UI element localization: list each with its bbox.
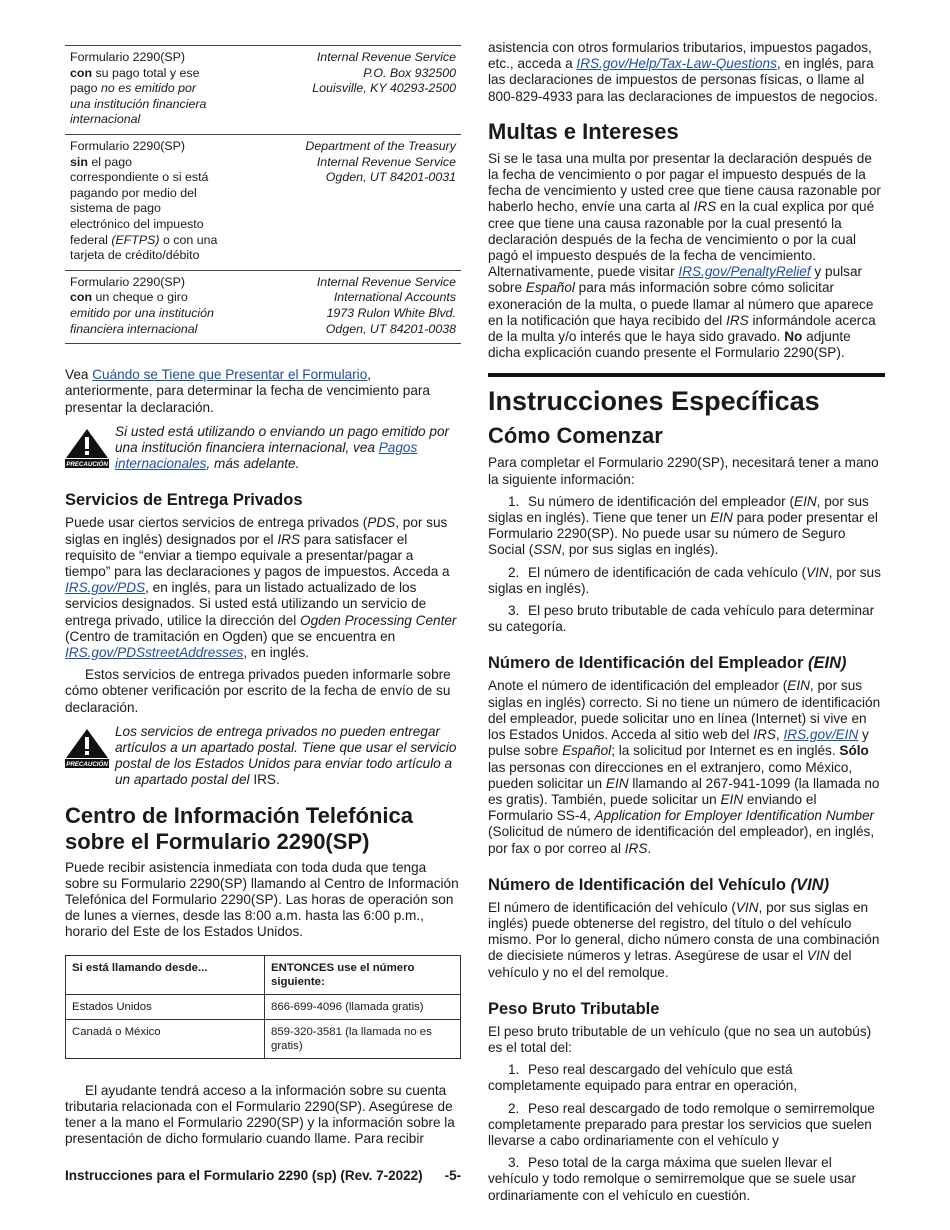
column-header: Si está llamando desde... xyxy=(66,955,265,994)
web-link[interactable]: IRS.gov/PDSstreetAddresses xyxy=(65,644,244,660)
bold-text: Sólo xyxy=(839,743,869,759)
italic-text: IRS xyxy=(624,840,648,856)
paragraph: Para completar el Formulario 2290(SP), necesitará tener a mano la siguiente información: xyxy=(488,455,879,487)
list-number: 1. xyxy=(508,493,520,509)
web-link[interactable]: Pagos internacionales xyxy=(115,439,418,472)
web-link[interactable]: IRS.gov/PDS xyxy=(65,580,146,596)
bold-text: con xyxy=(70,65,93,80)
web-link[interactable]: IRS.gov/EIN xyxy=(783,727,859,743)
italic-text: Español xyxy=(525,280,575,296)
caution-note: PRECAUCIÓN Si usted está utilizando o enviando un pago emitido por una institución financiera internacional, vea Pagos internacionales, más adelante. xyxy=(66,423,450,472)
section-heading: Multas e Intereses xyxy=(488,118,679,144)
upright-text: IRS. xyxy=(253,772,280,788)
italic-text: Ogden Processing Center xyxy=(300,612,457,628)
table-row xyxy=(65,134,461,270)
paragraph: Anote el número de identificación del empleador (EIN, por sus siglas en inglés) correcto. Si no tiene un número de identificación del empleador, puede solicitar uno en línea (Internet) si vive en los Estados Unidos. Acceda al sitio web del IRS, IRS.gov/EIN y pulse sobre Español; la solicitud por Internet es en inglés. Sólo las personas con direcciones en el extranjero, como México, pueden solicitar un EIN llamando al 267-941-1099 (la llamada no es gratis). También, puede solicitar un EIN enviando el Formulario SS-4, Application for Employer Identification Number (Solicitud de número de identificación del empleador), en inglés, por fax o por correo al IRS. xyxy=(488,678,881,856)
italic-text: EIN xyxy=(710,510,733,526)
mailing-address: Internal Revenue Service P.O. Box 932500 Louisville, KY 40293-2500 xyxy=(225,46,461,135)
list-number: 3. xyxy=(508,603,520,619)
italic-text: IRS xyxy=(277,531,301,547)
paragraph: Si se le tasa una multa por presentar la declaración después de la fecha de vencimiento o por pagar el impuesto después de la fecha de vencimiento y usted cree que tiene causa razonable por haberlo hecho, envíe una carta al IRS en la cual explica por qué cree que tiene una causa razonable por la cual presentó la declaración después de la fecha de vencimiento o por la cual pagó el impuesto después de la fecha de vencimiento. Alternativamente, puede visitar IRS.gov/PenaltyRelief y pulsar sobre Español para más información sobre cómo solicitar exoneración de la multa, o puede llamar al número que aparece en la notificación que haya recibido del IRS informándole acerca de la multa y/o interés que le haya sido gravado. No adjunte dicha explicación cuando presente el Formulario 2290(SP). xyxy=(488,150,881,361)
italic-text: EIN xyxy=(794,493,817,509)
paragraph: asistencia con otros formularios tributarios, impuestos pagados, etc., acceda a IRS.gov/Help/Tax-Law-Questions, en inglés, para las declaraciones de impuestos de personas físicas, o llame al 800-829-4933 para las declaraciones de impuestos de negocios. xyxy=(488,40,878,104)
paragraph: Puede usar ciertos servicios de entrega privados (PDS, por sus siglas en inglés) designados por el IRS para satisfacer el requisito de “enviar a tiempo equivale a presentar/pagar a tiempo” para las declaraciones y pagos de impuestos. Acceda a IRS.gov/PDS, en inglés, para un listado actualizado de los servicios designados. Si usted está utilizando un servicio de entrega privado, utilice la dirección del Ogden Processing Center (Centro de tramitación en Ogden) que se encuentra en IRS.gov/PDSstreetAddresses, en inglés. xyxy=(65,515,457,660)
phone-number-table xyxy=(65,955,461,1059)
italic-text: IRS xyxy=(693,199,717,215)
phone-number: 859-320-3581 (la llamada no es gratis) xyxy=(265,1019,461,1058)
web-link[interactable]: IRS.gov/Help/Tax-Law-Questions xyxy=(576,56,777,72)
table-row xyxy=(65,270,461,343)
paragraph: Estos servicios de entrega privados pueden informarle sobre cómo obtener verificación por escrito de la fecha de envío de su declaración. xyxy=(65,667,451,715)
left-column xyxy=(65,40,461,1153)
web-link[interactable]: IRS.gov/PenaltyRelief xyxy=(678,264,811,280)
bold-text: No xyxy=(784,329,803,345)
filing-condition: Formulario 2290(SP) sin el pago correspondiente o si está pagando por medio del sistema de pago electrónico del impuesto federal (EFTPS) o con una tarjeta de crédito/débito xyxy=(65,134,225,270)
italic-text: SSN xyxy=(533,542,562,558)
right-column xyxy=(488,40,885,1210)
list-number: 3. xyxy=(508,1155,520,1171)
table-row xyxy=(66,994,461,1019)
cross-reference-link[interactable]: Cuándo se Tiene que Presentar el Formulario xyxy=(92,367,368,383)
italic-text: PDS xyxy=(367,515,396,531)
bold-text: con xyxy=(70,290,93,305)
caution-label: PRECAUCIÓN xyxy=(66,760,108,768)
list-number: 2. xyxy=(508,564,520,580)
list-number: 2. xyxy=(508,1100,520,1116)
major-heading: Instrucciones Específicas xyxy=(488,373,885,417)
phone-number: 866-699-4096 (llamada gratis) xyxy=(265,994,461,1019)
subsection-heading: Servicios de Entrega Privados xyxy=(65,491,303,510)
paragraph: El peso bruto tributable de un vehículo (que no sea un autobús) es el total del: xyxy=(488,1023,872,1055)
paragraph: El ayudante tendrá acceso a la información sobre su cuenta tributaria relacionada con el Formulario 2290(SP). Asegúrese de tener a la mano el Formulario 2290(SP) y la información sobre la presentación de dicho formulario cuando llame. Para recibir xyxy=(65,1082,455,1147)
section-heading: Centro de Información Telefónica sobre el Formulario 2290(SP) xyxy=(65,802,413,854)
mailing-address-table xyxy=(65,45,461,344)
paragraph: 1. Peso real descargado del vehículo que está completamente equipado para entrar en operación, xyxy=(488,1062,798,1094)
italic-text: (EIN) xyxy=(807,654,847,673)
paragraph: El número de identificación del vehículo (VIN, por sus siglas en inglés) puede obtenerse del registro, del título o del vehículo mismo. Por lo general, dicho número consta de una combinación de diecisiete números y letras. Asegúrese de usar el VIN del vehículo y no el del remolque. xyxy=(488,899,880,980)
subsection-heading: Número de Identificación del Vehículo (VIN) xyxy=(488,875,830,894)
caution-label: PRECAUCIÓN xyxy=(66,460,108,468)
filing-condition: Formulario 2290(SP) con un cheque o giro emitido por una institución financiera internacional xyxy=(65,270,225,343)
footer-title: Instrucciones para el Formulario 2290 (sp) (Rev. 7-2022) xyxy=(65,1168,423,1183)
mailing-address: Internal Revenue Service International Accounts 1973 Rulon White Blvd. Odgen, UT 84201-0038 xyxy=(225,270,461,343)
table-header-row xyxy=(66,955,461,994)
table-row xyxy=(65,46,461,135)
caller-location: Estados Unidos xyxy=(66,994,265,1019)
bold-text: sin xyxy=(70,154,88,169)
section-heading: Cómo Comenzar xyxy=(488,423,663,449)
italic-text: IRS xyxy=(726,312,749,328)
italic-text: IRS xyxy=(753,727,776,743)
paragraph: 2. Peso real descargado de todo remolque o semirremolque completamente preparado para prestar los servicios que suelen llevarse a cabo ordinariamente con el vehículo y xyxy=(488,1100,875,1148)
italic-text: EIN xyxy=(720,791,744,807)
page-footer xyxy=(65,1168,461,1184)
italic-text: (EFTPS) xyxy=(111,232,160,247)
paragraph: 2. El número de identificación de cada vehículo (VIN, por sus siglas en inglés). xyxy=(488,564,881,596)
italic-text: Español xyxy=(562,743,612,759)
paragraph: 3. Peso total de la carga máxima que suelen llevar el vehículo y todo remolque o semirremolque que se suele usar ordinariamente con el vehículo en cuestión. xyxy=(488,1155,856,1203)
caller-location: Canadá o México xyxy=(66,1019,265,1058)
italic-text: EIN xyxy=(787,678,810,694)
italic-text: Application for Employer Identification Number xyxy=(594,808,875,824)
italic-text: EIN xyxy=(605,775,629,791)
caution-warning-icon xyxy=(65,728,109,768)
italic-text: VIN xyxy=(806,948,830,964)
table-row xyxy=(66,1019,461,1058)
paragraph: Puede recibir asistencia inmediata con toda duda que tenga sobre su Formulario 2290(SP) llamando al Centro de Información Telefónica del Formulario 2290(SP). Las horas de operación son de lunes a viernes, desde las 8:00 a.m. hasta las 6:00 p.m., horario del Este de los Estados Unidos. xyxy=(65,859,459,940)
subsection-heading: Número de Identificación del Empleador (EIN) xyxy=(488,654,847,673)
page-number: -5- xyxy=(444,1168,462,1183)
subsection-heading: Peso Bruto Tributable xyxy=(488,999,660,1018)
italic-text: emitido por una institución financiera internacional xyxy=(70,305,214,336)
italic-text: VIN xyxy=(806,564,829,580)
caution-warning-icon xyxy=(65,428,109,468)
italic-text: no es emitido por una institución financiera internacional xyxy=(70,81,207,127)
mailing-address: Department of the Treasury Internal Revenue Service Ogden, UT 84201-0031 xyxy=(225,134,461,270)
paragraph: Vea Cuándo se Tiene que Presentar el Formulario, anteriormente, para determinar la fecha de vencimiento para presentar la declaración. xyxy=(65,367,430,415)
paragraph: 1. Su número de identificación del empleador (EIN, por sus siglas en inglés). Tiene que tener un EIN para poder presentar el Formulario 2290(SP). No puede usar su número de Seguro Social (SSN, por sus siglas en inglés). xyxy=(488,493,878,558)
italic-text: VIN xyxy=(735,899,759,915)
column-header: ENTONCES use el número siguiente: xyxy=(265,955,461,994)
list-number: 1. xyxy=(508,1062,520,1078)
caution-note: PRECAUCIÓN Los servicios de entrega privados no pueden entregar artículos a un apartado postal. Tiene que usar el servicio postal de los Estados Unidos para enviar todo artículo a un apartado postal del IRS. xyxy=(66,723,457,788)
paragraph: 3. El peso bruto tributable de cada vehículo para determinar su categoría. xyxy=(488,603,875,635)
filing-condition: Formulario 2290(SP) con su pago total y ese pago no es emitido por una institución financiera internacional xyxy=(65,46,225,135)
italic-text: (VIN) xyxy=(790,875,830,894)
